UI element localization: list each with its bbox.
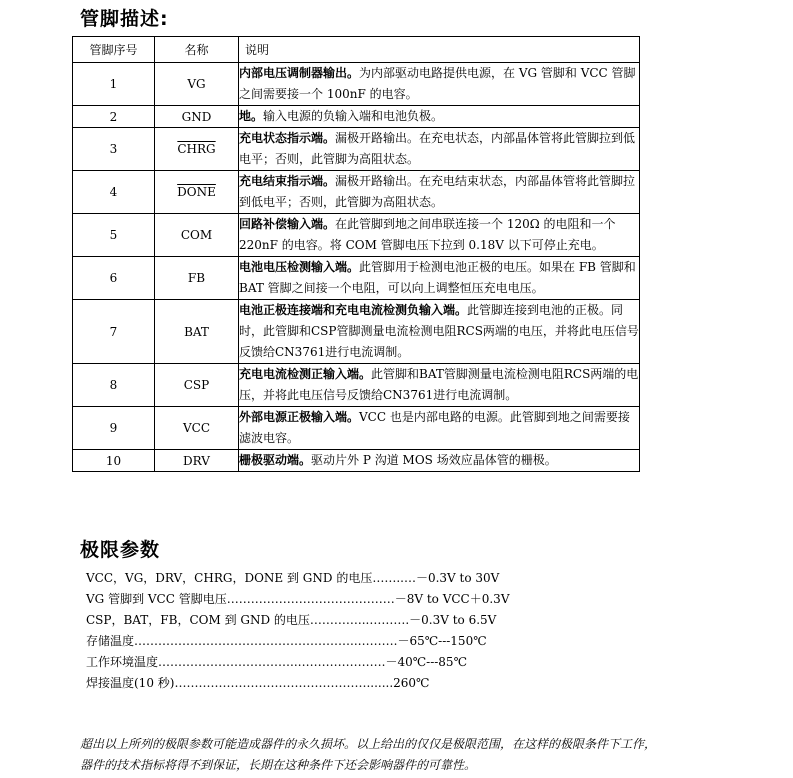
pin-number: 7 — [73, 300, 155, 364]
pin-description-bold: 回路补偿输入端。 — [239, 217, 336, 231]
pin-description-text: 此管脚和BAT管脚测量电流检测电阻RCS两端的电压，并将此电压信号反馈给CN3761进行电流调制。 — [239, 367, 639, 402]
table-row — [73, 214, 640, 257]
pin-number: 3 — [73, 128, 155, 171]
pin-table — [72, 36, 640, 472]
table-row — [73, 407, 640, 450]
pin-description-text: 此管脚连接到电池的正极。同时，此管脚和CSP管脚测量电流检测电阻RCS两端的电压，并将此电压信号反馈给CN3761进行电流调制。 — [239, 303, 639, 359]
table-row — [73, 364, 640, 407]
pin-number: 10 — [73, 450, 155, 472]
pin-description-text: 为内部驱动电路提供电源，在 VG 管脚和 VCC 管脚之间需要接一个 100nF 的电容。 — [239, 66, 636, 101]
pin-description — [239, 171, 640, 214]
pin-description — [239, 407, 640, 450]
note-line: 超出以上所列的极限参数可能造成器件的永久损坏。以上给出的仅仅是极限范围，在这样的极限条件下工作， — [80, 737, 657, 751]
pin-description-bold: 内部电压调制器输出。 — [239, 66, 360, 80]
pin-name: FB — [155, 257, 239, 300]
pin-name: GND — [155, 106, 239, 128]
table-row — [73, 171, 640, 214]
header-description: 说明 — [239, 37, 640, 63]
limit-item: CSP，BAT，FB，COM 到 GND 的电压…………...……….－0.3V to 6.5V — [86, 613, 497, 627]
table-row — [73, 300, 640, 364]
pin-number: 2 — [73, 106, 155, 128]
pin-description-text: 在此管脚到地之间串联连接一个 120Ω 的电阻和一个 220nF 的电容。将 COM 管脚电压下拉到 0.18V 以下可停止充电。 — [239, 217, 616, 252]
pin-description — [239, 106, 640, 128]
pin-description-bold: 充电状态指示端。 — [239, 131, 336, 145]
limits-list — [86, 568, 509, 694]
pin-name: COM — [155, 214, 239, 257]
pin-description-text: 漏极开路输出。在充电结束状态，内部晶体管将此管脚拉到低电平；否则，此管脚为高阻状态。 — [239, 174, 636, 209]
pin-number: 6 — [73, 257, 155, 300]
pin-description — [239, 63, 640, 106]
pin-name: CHRG — [155, 128, 239, 171]
pin-name: DONE — [155, 171, 239, 214]
pin-name: DRV — [155, 450, 239, 472]
pin-description — [239, 364, 640, 407]
table-header-row — [73, 37, 640, 63]
pin-description-bold: 电池正极连接端和充电电流检测负输入端。 — [239, 303, 468, 317]
pin-description-bold: 电池电压检测输入端。 — [239, 260, 360, 274]
limit-item: 工作环境温度……………………………..………………….－40℃---85℃ — [86, 655, 467, 669]
table-row — [73, 128, 640, 171]
limit-item: VG 管脚到 VCC 管脚电压……………………………………－8V to VCC＋0.3V — [86, 592, 510, 606]
pin-number: 8 — [73, 364, 155, 407]
limits-title: 极限参数 — [80, 539, 161, 561]
pin-name: BAT — [155, 300, 239, 364]
pin-description — [239, 128, 640, 171]
limit-item: VCC，VG，DRV，CHRG，DONE 到 GND 的电压……..…－0.3V to 30V — [86, 571, 500, 585]
limit-item: 存储温度………………………………………………..……….－65℃---150℃ — [86, 634, 487, 648]
pin-description-bold: 外部电源正极输入端。 — [239, 410, 360, 424]
table-row — [73, 63, 640, 106]
pin-description — [239, 450, 640, 472]
pin-description — [239, 214, 640, 257]
table-row — [73, 106, 640, 128]
pin-description — [239, 300, 640, 364]
note-line: 器件的技术指标将得不到保证，长期在这种条件下还会影响器件的可靠性。 — [80, 758, 477, 772]
warning-note — [80, 734, 656, 776]
table-row — [73, 257, 640, 300]
table-row — [73, 450, 640, 472]
pin-description-text: 此管脚用于检测电池正极的电压。如果在 FB 管脚和 BAT 管脚之间接一个电阻，可以向上调整恒压充电电压。 — [239, 260, 636, 295]
pin-description-text: 输入电源的负输入端和电池负极。 — [263, 109, 444, 123]
pin-description-bold: 栅极驱动端。 — [239, 453, 312, 467]
pin-number: 4 — [73, 171, 155, 214]
pin-description-bold: 地。 — [239, 109, 264, 123]
pin-name: CSP — [155, 364, 239, 407]
pin-description-text: 漏极开路输出。在充电状态，内部晶体管将此管脚拉到低电平；否则，此管脚为高阻状态。 — [239, 131, 636, 166]
pin-description-bold: 充电结束指示端。 — [239, 174, 336, 188]
pin-number: 9 — [73, 407, 155, 450]
header-pin-number: 管脚序号 — [73, 37, 155, 63]
pin-description-title: 管脚描述: — [80, 8, 169, 30]
pin-number: 1 — [73, 63, 155, 106]
pin-description-text: VCC 也是内部电路的电源。此管脚到地之间需要接滤波电容。 — [239, 410, 630, 445]
pin-name: VCC — [155, 407, 239, 450]
pin-name: VG — [155, 63, 239, 106]
pin-description-text: 驱动片外 P 沟道 MOS 场效应晶体管的栅极。 — [311, 453, 557, 467]
pin-description-bold: 充电电流检测正输入端。 — [239, 367, 372, 381]
limit-item: 焊接温度(10 秒)………………………………………….......260℃ — [86, 676, 430, 690]
pin-description — [239, 257, 640, 300]
pin-number: 5 — [73, 214, 155, 257]
header-name: 名称 — [155, 37, 239, 63]
